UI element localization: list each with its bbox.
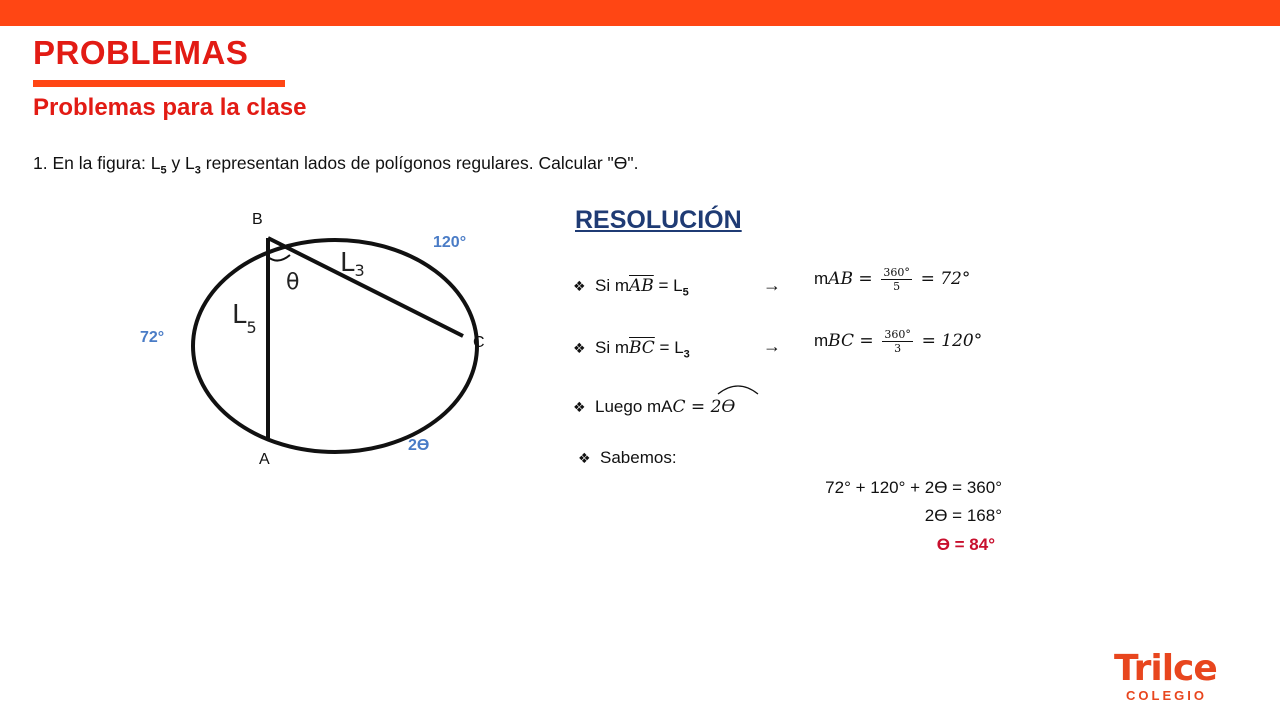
equation-answer: ϴ = 84° <box>936 535 995 554</box>
step-2: ❖ Si $m\overline{BC} = L_3$ <box>573 338 690 361</box>
diamond-bullet-icon: ❖ <box>573 340 586 356</box>
step-1: ❖ Si $m\overline{AB} = L_5$ <box>573 276 689 299</box>
diamond-bullet-icon: ❖ <box>573 278 586 294</box>
formula-2: mBC = $\frac{360^\circ}{3}$ = 120° <box>814 328 983 355</box>
page-title: PROBLEMAS <box>33 34 249 71</box>
right-arrow-icon: → <box>763 275 781 295</box>
trilce-logo: Trilce COLEGIO <box>1114 648 1217 703</box>
title-underline <box>33 80 285 87</box>
point-a-label: A <box>259 451 270 468</box>
angle-arc <box>268 255 290 261</box>
resolution-title: RESOLUCIÓN <box>575 206 742 234</box>
step-3: ❖ Luego mAC = 2ϴ <box>573 397 736 417</box>
equation-2: 2ϴ = 168° <box>924 506 1002 525</box>
arc-ac-symbol <box>716 382 760 396</box>
point-c-label: C <box>473 334 485 351</box>
diamond-bullet-icon: ❖ <box>578 450 591 466</box>
chord-l3-label: L3 <box>340 248 365 280</box>
equation-1: 72° + 120° + 2ϴ = 360° <box>825 478 1002 497</box>
arc-ab-label: 72° <box>140 329 165 346</box>
theta-symbol: θ <box>286 270 300 295</box>
top-accent-bar <box>0 0 1280 26</box>
page-subtitle: Problemas para la clase <box>33 94 307 121</box>
step-4: ❖ Sabemos: <box>578 448 677 467</box>
formula-1: mAB = $\frac{360^\circ}{5}$ = 72° <box>814 266 971 293</box>
point-b-label: B <box>252 211 263 228</box>
arc-bc-label: 120° <box>433 234 467 251</box>
circle-figure <box>130 205 490 480</box>
arc-ac-label: 2ϴ <box>408 437 430 454</box>
problem-statement: 1. En la figura: $L_5$ y $L_3$ representan lados de polígonos regulares. Calcular "ϴ". <box>33 153 639 177</box>
right-arrow-icon: → <box>763 336 781 356</box>
chord-l5-label: $L_5$ <box>232 300 257 337</box>
diamond-bullet-icon: ❖ <box>573 399 586 415</box>
